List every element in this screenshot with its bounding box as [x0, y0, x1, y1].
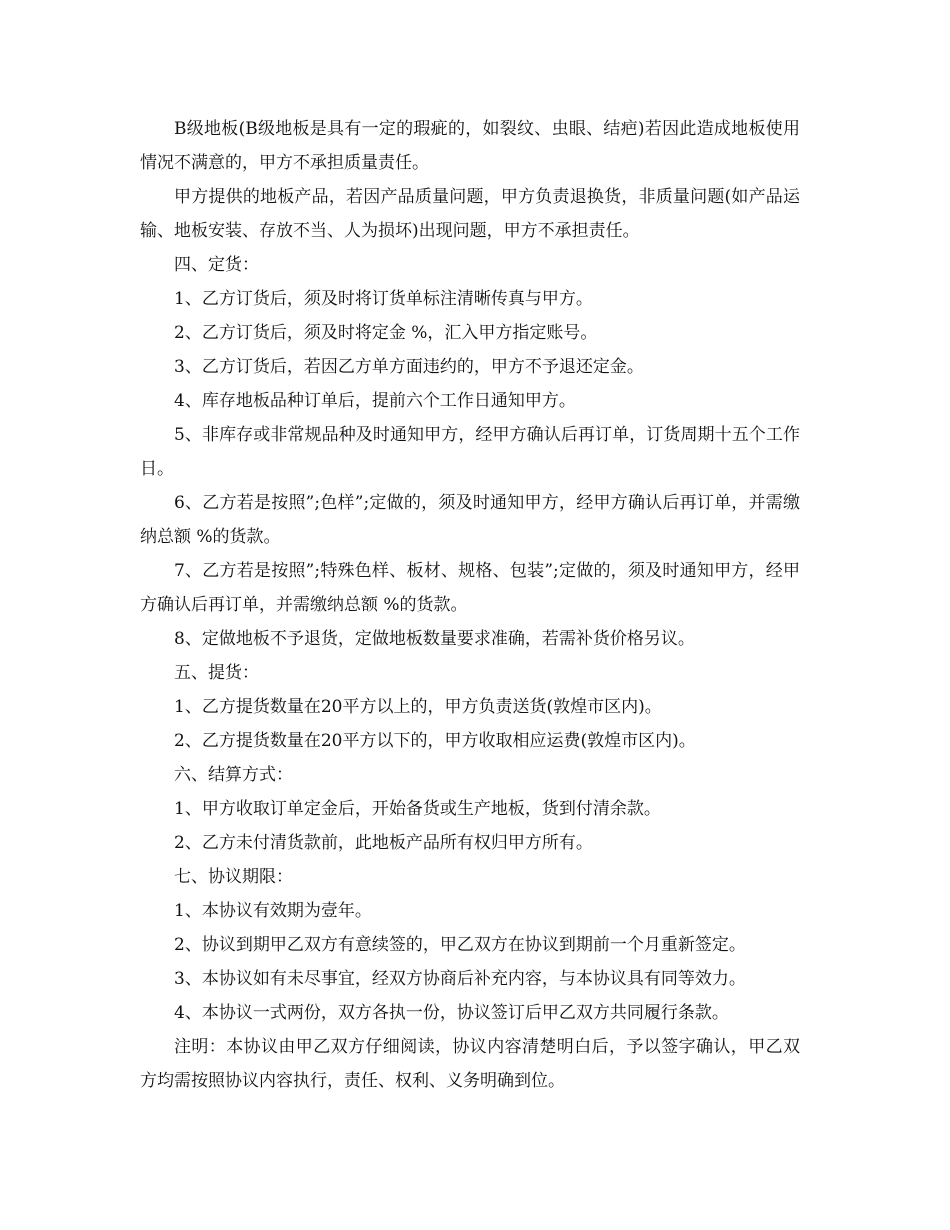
term-clause-3: 3、本协议如有未尽事宜，经双方协商后补充内容，与本协议具有同等效力。: [174, 969, 746, 989]
settlement-clause-1: 1、甲方收取订单定金后，开始备货或生产地板，货到付清余款。: [174, 799, 661, 819]
note-paragraph: 注明：本协议由甲乙双方仔细阅读，协议内容清楚明白后，予以签字确认，甲乙双方均需按照协议内容执行，责任、权利、义务明确到位。: [140, 1037, 800, 1091]
document-body: [140, 112, 800, 1098]
term-clause-1: 1、本协议有效期为壹年。: [174, 901, 372, 921]
section-heading-delivery: 五、提货：: [174, 663, 259, 683]
section-heading-settlement: 六、结算方式：: [174, 765, 293, 785]
paragraph-b-grade-floor: B级地板(B级地板是具有一定的瑕疵的，如裂纹、虫眼、结疤)若因此造成地板使用情况不满意的，甲方不承担质量责任。: [140, 119, 800, 173]
ordering-clause-3: 3、乙方订货后，若因乙方单方面违约的，甲方不予退还定金。: [174, 357, 644, 377]
ordering-clause-8: 8、定做地板不予退货，定做地板数量要求准确，若需补货价格另议。: [174, 629, 695, 649]
ordering-clause-1: 1、乙方订货后，须及时将订货单标注清晰传真与甲方。: [174, 289, 593, 309]
term-clause-2: 2、协议到期甲乙双方有意续签的，甲乙双方在协议到期前一个月重新签定。: [174, 935, 746, 955]
ordering-clause-2: 2、乙方订货后，须及时将定金 %，汇入甲方指定账号。: [174, 323, 598, 343]
term-clause-4: 4、本协议一式两份，双方各执一份，协议签订后甲乙双方共同履行条款。: [174, 1003, 729, 1023]
delivery-clause-1: 1、乙方提货数量在20平方以上的，甲方负责送货(敦煌市区内)。: [174, 697, 662, 717]
ordering-clause-6: 6、乙方若是按照”;色样”;定做的，须及时通知甲方，经甲方确认后再订单，并需缴纳总额 %的货款。: [140, 493, 800, 547]
ordering-clause-7: 7、乙方若是按照”;特殊色样、板材、规格、包装”;定做的，须及时通知甲方，经甲方确认后再订单，并需缴纳总额 %的货款。: [140, 561, 800, 615]
section-heading-term: 七、协议期限：: [174, 867, 293, 887]
settlement-clause-2: 2、乙方未付清货款前，此地板产品所有权归甲方所有。: [174, 833, 593, 853]
ordering-clause-5: 5、非库存或非常规品种及时通知甲方，经甲方确认后再订单，订货周期十五个工作日。: [140, 425, 800, 479]
paragraph-quality-responsibility: 甲方提供的地板产品，若因产品质量问题，甲方负责退换货，非质量问题(如产品运输、地板安装、存放不当、人为损坏)出现问题，甲方不承担责任。: [140, 187, 800, 241]
delivery-clause-2: 2、乙方提货数量在20平方以下的，甲方收取相应运费(敦煌市区内)。: [174, 731, 696, 751]
ordering-clause-4: 4、库存地板品种订单后，提前六个工作日通知甲方。: [174, 391, 576, 411]
section-heading-ordering: 四、定货：: [174, 255, 259, 275]
